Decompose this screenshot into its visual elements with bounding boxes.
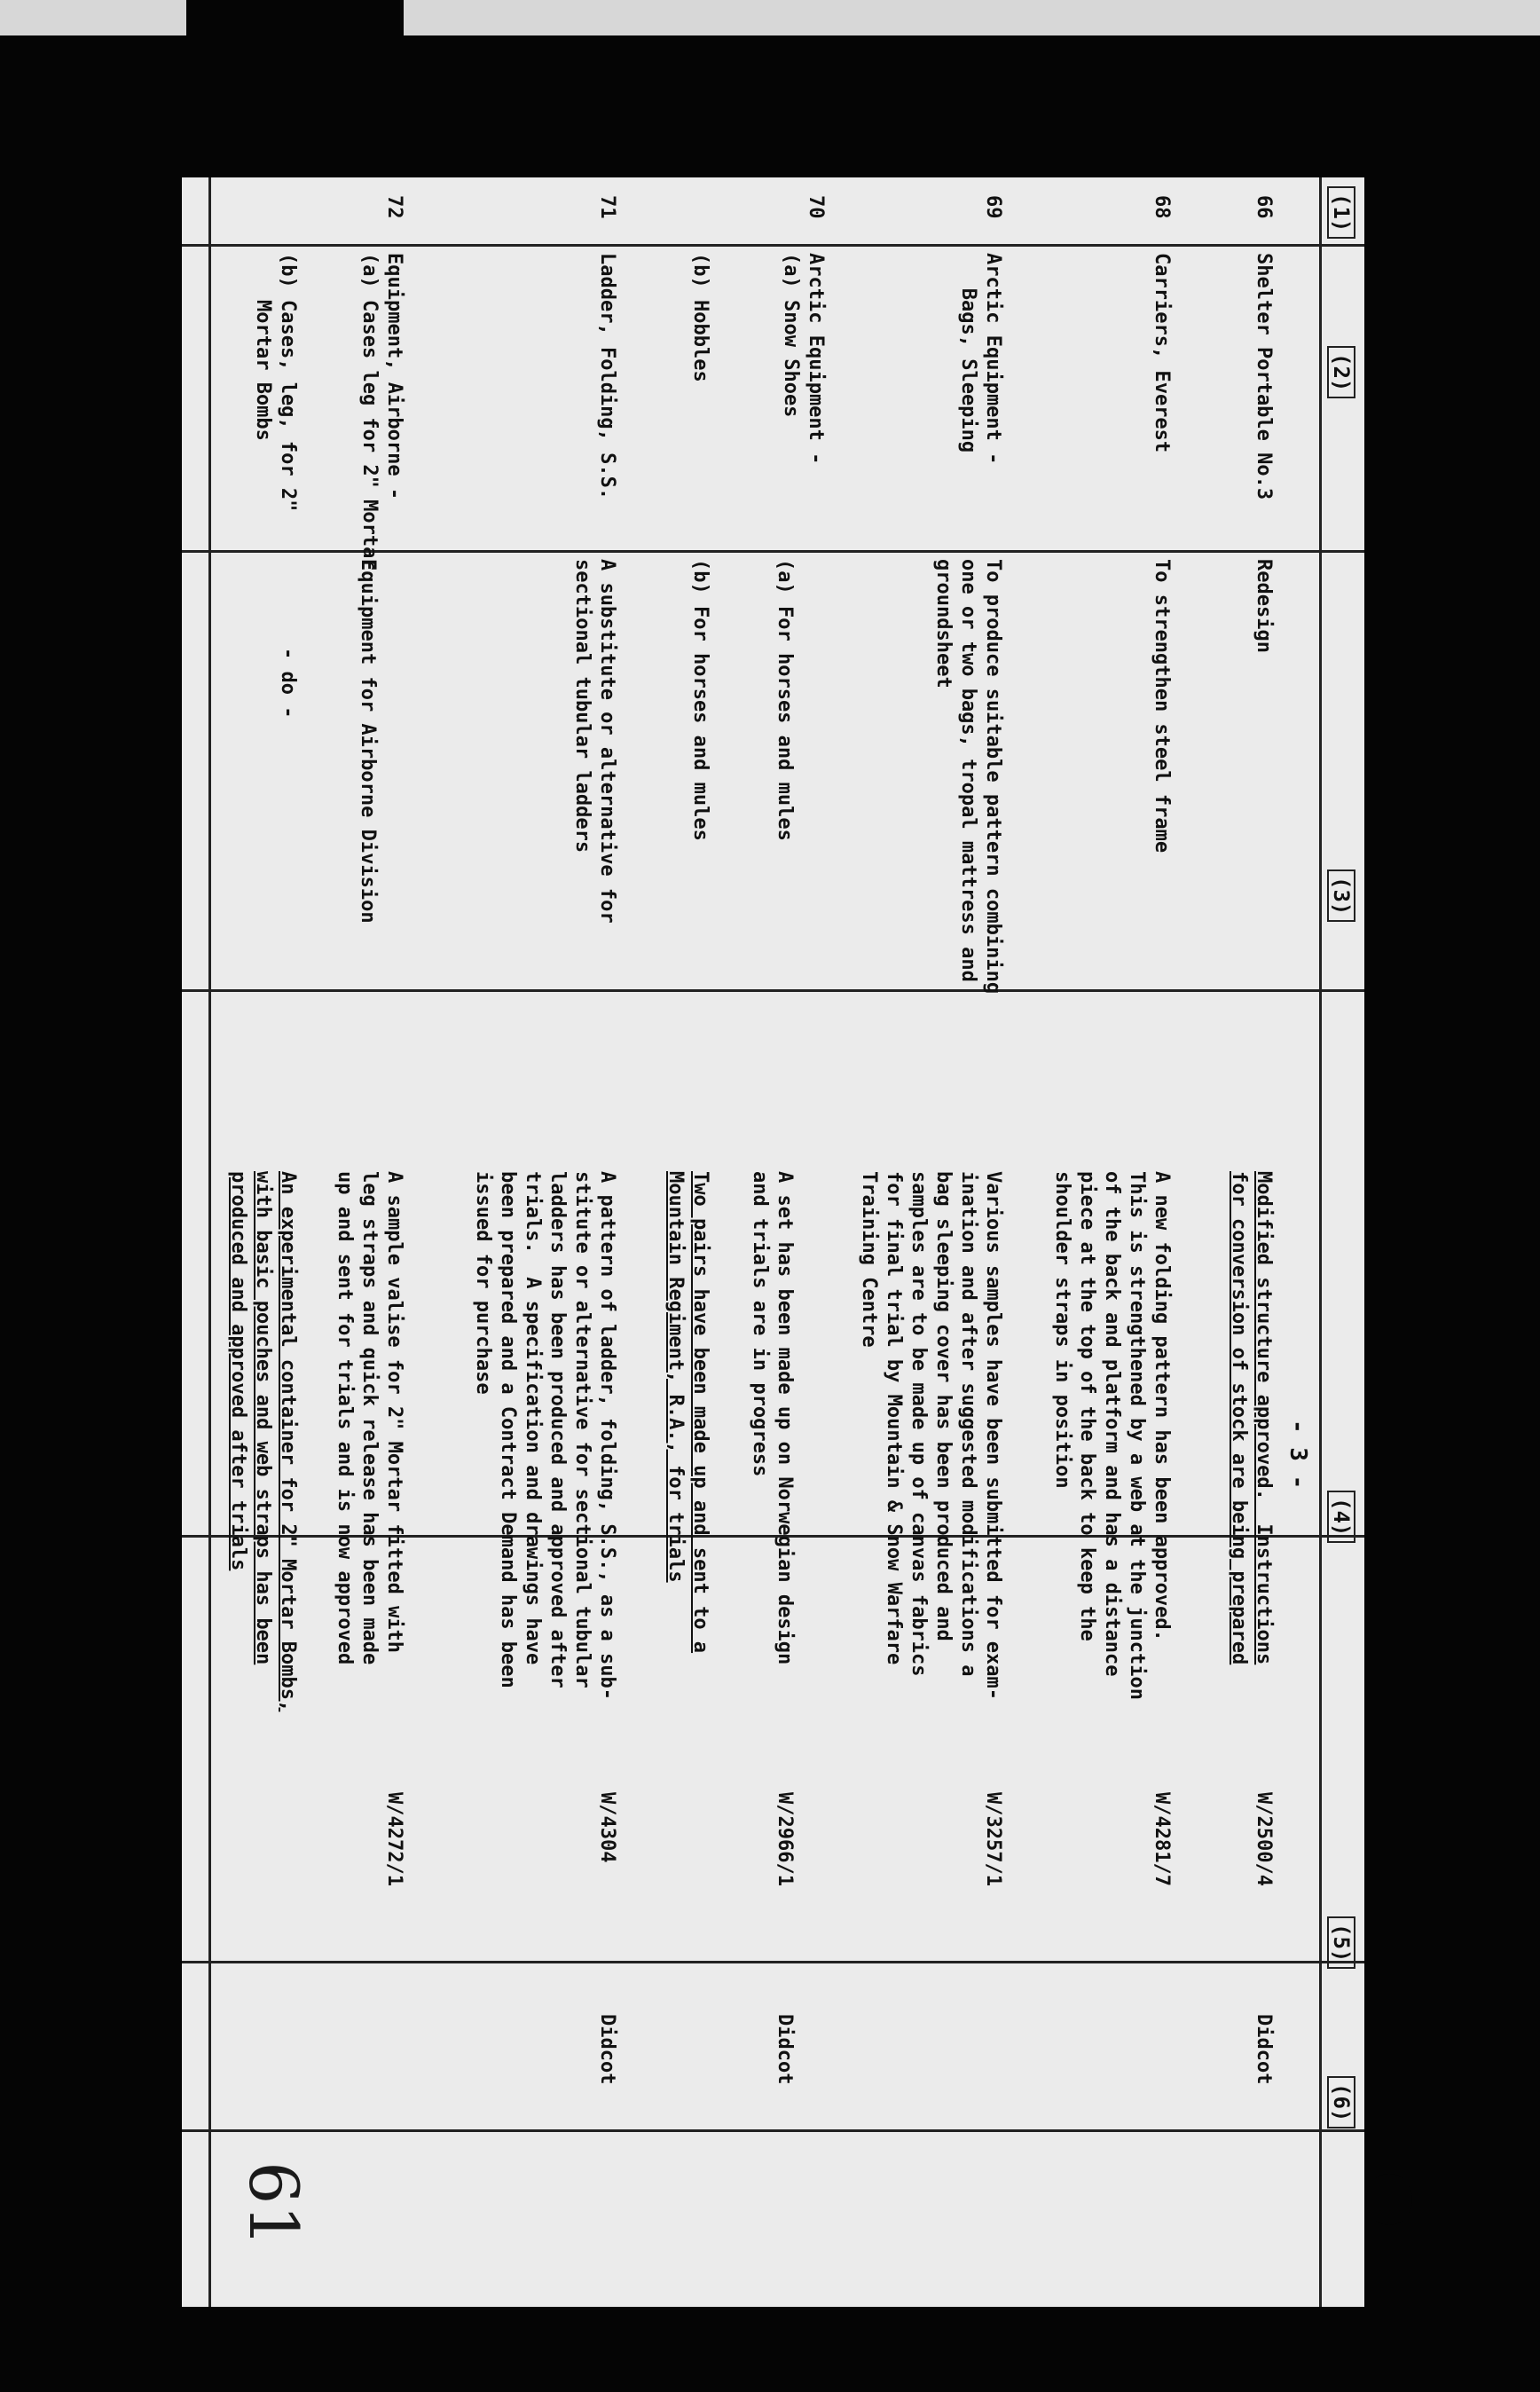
row-68-item: Carriers, Everest xyxy=(1151,253,1173,453)
row-69-object: To produce suitable pattern combining one or two bags, tropal mattress and groundsheet xyxy=(932,559,1004,995)
row-71-ref: W/4304 xyxy=(596,1792,618,1863)
row-69-number: 69 xyxy=(982,195,1004,219)
row-66-number: 66 xyxy=(1253,195,1275,219)
document-page xyxy=(182,177,1364,2307)
punch-hole xyxy=(1366,2174,1412,2225)
row-68-progress: A new folding pattern has been approved. This is strengthened by a web at the junction of the back and platform and has a distance piece at the top of the back to keep the shoulder straps in position xyxy=(1051,1171,1173,1701)
row-70-object: (a) For horses and mules xyxy=(774,559,796,841)
top-scan-strip xyxy=(0,0,1540,35)
row-72-object: Equipment for Airborne Division xyxy=(357,559,379,924)
row-66-item: Shelter Portable No.3 xyxy=(1253,253,1275,500)
row-66-loc: Didcot xyxy=(1253,2014,1275,2085)
header-col-2: (2) xyxy=(1327,346,1355,398)
header-col-3: (3) xyxy=(1327,869,1355,922)
rotated-table xyxy=(182,177,1364,2307)
row-72-ref: W/4272/1 xyxy=(383,1792,405,1886)
row-70b-object: (b) For horses and mules xyxy=(689,559,711,841)
row-68-object: To strengthen steel frame xyxy=(1151,559,1173,854)
row-72-number: 72 xyxy=(383,195,405,219)
header-col-6: (6) xyxy=(1327,2076,1355,2128)
row-69-progress: Various samples have been submitted for exam- ination and after suggested modifications a bag sleeping cover has been produced and samples are to be made up of canvas fabrics for final trial by Mountain & Snow Warfare Training Centre xyxy=(858,1171,1004,1701)
header-col-5: (5) xyxy=(1327,1916,1355,1969)
row-72b-progress: An experimental container for 2" Mortar Bombs, with basic pouches and web straps has been produced and approved after trials xyxy=(227,1171,299,1712)
row-70-loc: Didcot xyxy=(774,2014,796,2085)
row-68-ref: W/4281/7 xyxy=(1151,1792,1173,1886)
handwritten-annotation: 61 xyxy=(233,2161,313,2247)
row-72b-object: - do - xyxy=(277,648,299,719)
row-71-number: 71 xyxy=(596,195,618,219)
row-68-number: 68 xyxy=(1151,195,1173,219)
row-70-ref: W/2966/1 xyxy=(774,1792,796,1886)
row-70b-item: (b) Hobbles xyxy=(689,253,711,382)
header-col-1: (1) xyxy=(1327,186,1355,239)
row-72b-item: (b) Cases, leg, for 2" Mortar Bombs xyxy=(252,253,299,512)
row-66-object: Redesign xyxy=(1253,559,1275,653)
row-71-loc: Didcot xyxy=(596,2014,618,2085)
row-70-progress: A set has been made up on Norwegian design and trials are in progress xyxy=(749,1171,796,1665)
row-72-item: Equipment, Airborne - (a) Cases leg for 2" Mortar xyxy=(358,253,405,570)
row-71-progress: A pattern of ladder, folding, S.S., as a sub- stitute or alternative for sectional tubular ladders has been produced and approved after trials. A specification and drawings have been prepared and a Contract Demand has been issued for purchase xyxy=(472,1171,618,1701)
row-70-item: Arctic Equipment - (a) Snow Shoes xyxy=(780,253,827,465)
row-71-object: A substitute or alternative for sectional tubular ladders xyxy=(571,559,618,924)
row-70-number: 70 xyxy=(805,195,827,219)
page-number: - 3 - xyxy=(1285,1420,1311,1490)
row-72-progress: A sample valise for 2" Mortar fitted with leg straps and quick release has been made up and sent for trials and is now approved xyxy=(334,1171,405,1665)
row-71-item: Ladder, Folding, S.S. xyxy=(596,253,618,500)
row-66-progress: Modified structure approved. Instructions for conversion of stock are being prepared xyxy=(1228,1171,1275,1665)
row-69-item: Arctic Equipment - Bags, Sleeping xyxy=(957,253,1004,465)
row-69-ref: W/3257/1 xyxy=(982,1792,1004,1886)
header-col-4: (4) xyxy=(1327,1491,1355,1543)
row-70b-progress: Two pairs have been made up and sent to a Mountain Regiment, R.A., for trials xyxy=(664,1171,711,1654)
row-66-ref: W/2500/4 xyxy=(1253,1792,1275,1886)
